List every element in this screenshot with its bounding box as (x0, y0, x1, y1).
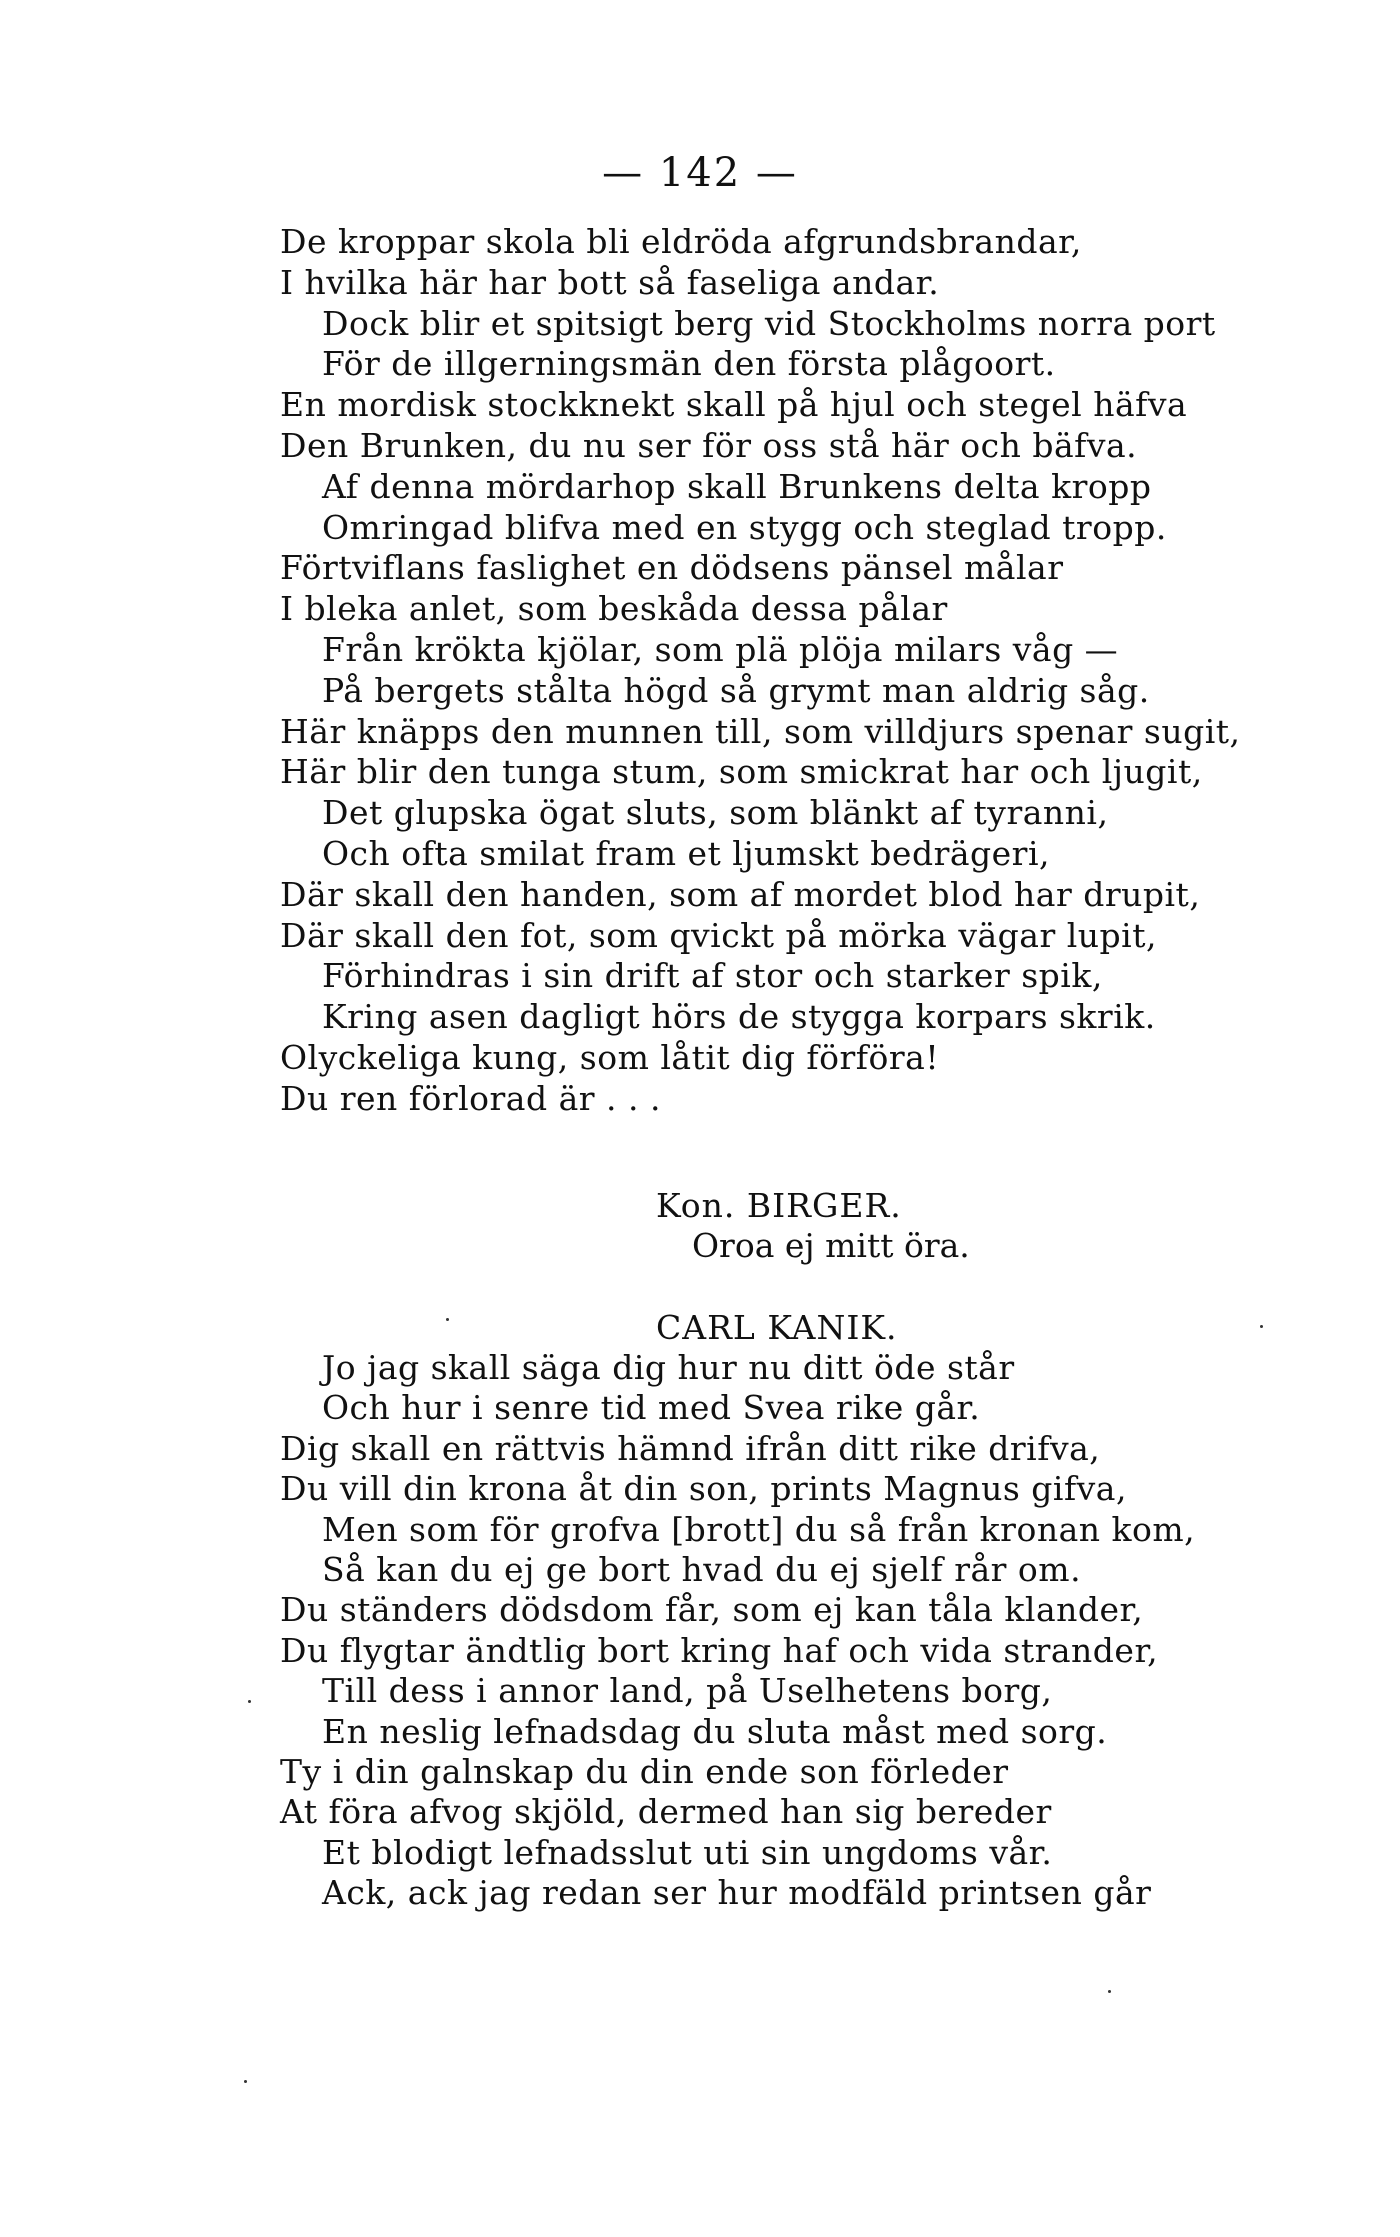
speaker-name-carl-kanik: CARL KANIK. (656, 1308, 898, 1347)
verse-line: Kring asen dagligt hörs de stygga korpars skrik. (322, 997, 1156, 1037)
verse-line: På bergets stålta högd så grymt man aldrig såg. (322, 670, 1150, 710)
print-speck (446, 1318, 449, 1321)
verse-line: Omringad blifva med en stygg och steglad tropp. (322, 507, 1167, 547)
verse-line: Du vill din krona åt din son, prints Magnus gifva, (280, 1469, 1127, 1509)
print-speck (1260, 1325, 1263, 1328)
verse-line: Olyckeliga kung, som låtit dig förföra! (280, 1038, 940, 1077)
verse-line: Af denna mördarhop skall Brunkens delta kropp (322, 466, 1152, 506)
verse-line: Men som för grofva [brott] du så från kronan kom, (322, 1509, 1196, 1549)
verse-line: Jo jag skall säga dig hur nu ditt öde står (322, 1348, 1015, 1387)
verse-line: Förhindras i sin drift af stor och starker spik, (322, 956, 1103, 996)
verse-line: I bleka anlet, som beskåda dessa pålar (280, 589, 948, 629)
speaker-reply-line: Oroa ej mitt öra. (692, 1226, 970, 1265)
verse-line: En neslig lefnadsdag du sluta måst med sorg. (322, 1711, 1108, 1751)
verse-line: At föra afvog skjöld, dermed han sig bereder (280, 1792, 1052, 1832)
verse-line: Från krökta kjölar, som plä plöja milars våg — (322, 630, 1119, 669)
speaker-name-kon-birger: Kon. BIRGER. (656, 1186, 902, 1225)
verse-line: För de illgerningsmän den första plågoort. (322, 344, 1056, 384)
print-speck (1108, 1990, 1111, 1993)
verse-line: Et blodigt lefnadsslut uti sin ungdoms vår. (322, 1832, 1053, 1872)
verse-line: Den Brunken, du nu ser för oss stå här och bäfva. (280, 426, 1138, 465)
verse-line: Till dess i annor land, på Uselhetens borg, (322, 1671, 1053, 1711)
verse-line: De kroppar skola bli eldröda afgrundsbrandar, (280, 222, 1082, 261)
verse-line: Dig skall en rättvis hämnd ifrån ditt rike drifva, (280, 1428, 1101, 1468)
verse-line: Här knäpps den munnen till, som villdjurs spenar sugit, (280, 711, 1241, 751)
verse-line: Här blir den tunga stum, som smickrat har och ljugit, (280, 752, 1203, 792)
verse-line: Ty i din galnskap du din ende son förleder (280, 1752, 1009, 1791)
verse-line: Förtviflans faslighet en dödsens pänsel målar (280, 548, 1064, 588)
verse-line: Så kan du ej ge bort hvad du ej sjelf rår om. (322, 1550, 1082, 1589)
page-number: — 142 — (602, 150, 798, 196)
verse-line: I hvilka här har bott så faseliga andar. (280, 262, 940, 302)
verse-line: Du flygtar ändtlig bort kring haf och vida strander, (280, 1630, 1159, 1670)
print-speck (244, 2080, 247, 2083)
verse-line: En mordisk stockknekt skall på hjul och stegel häfva (280, 385, 1188, 425)
verse-line: Det glupska ögat sluts, som blänkt af tyranni, (322, 793, 1109, 833)
verse-line: Ack, ack jag redan ser hur modfäld printsen går (322, 1873, 1152, 1913)
verse-line: Du ständers dödsdom får, som ej kan tåla klander, (280, 1590, 1144, 1630)
print-speck (248, 1700, 251, 1703)
verse-line: Och hur i senre tid med Svea rike går. (322, 1388, 981, 1428)
verse-line: Där skall den handen, som af mordet blod har drupit, (280, 874, 1201, 914)
verse-line: Du ren förlorad är . . . (280, 1078, 661, 1118)
verse-line: Och ofta smilat fram et ljumskt bedrägeri, (322, 834, 1050, 873)
verse-line: Dock blir et spitsigt berg vid Stockholms norra port (322, 303, 1216, 343)
verse-line: Där skall den fot, som qvickt på mörka vägar lupit, (280, 915, 1157, 955)
